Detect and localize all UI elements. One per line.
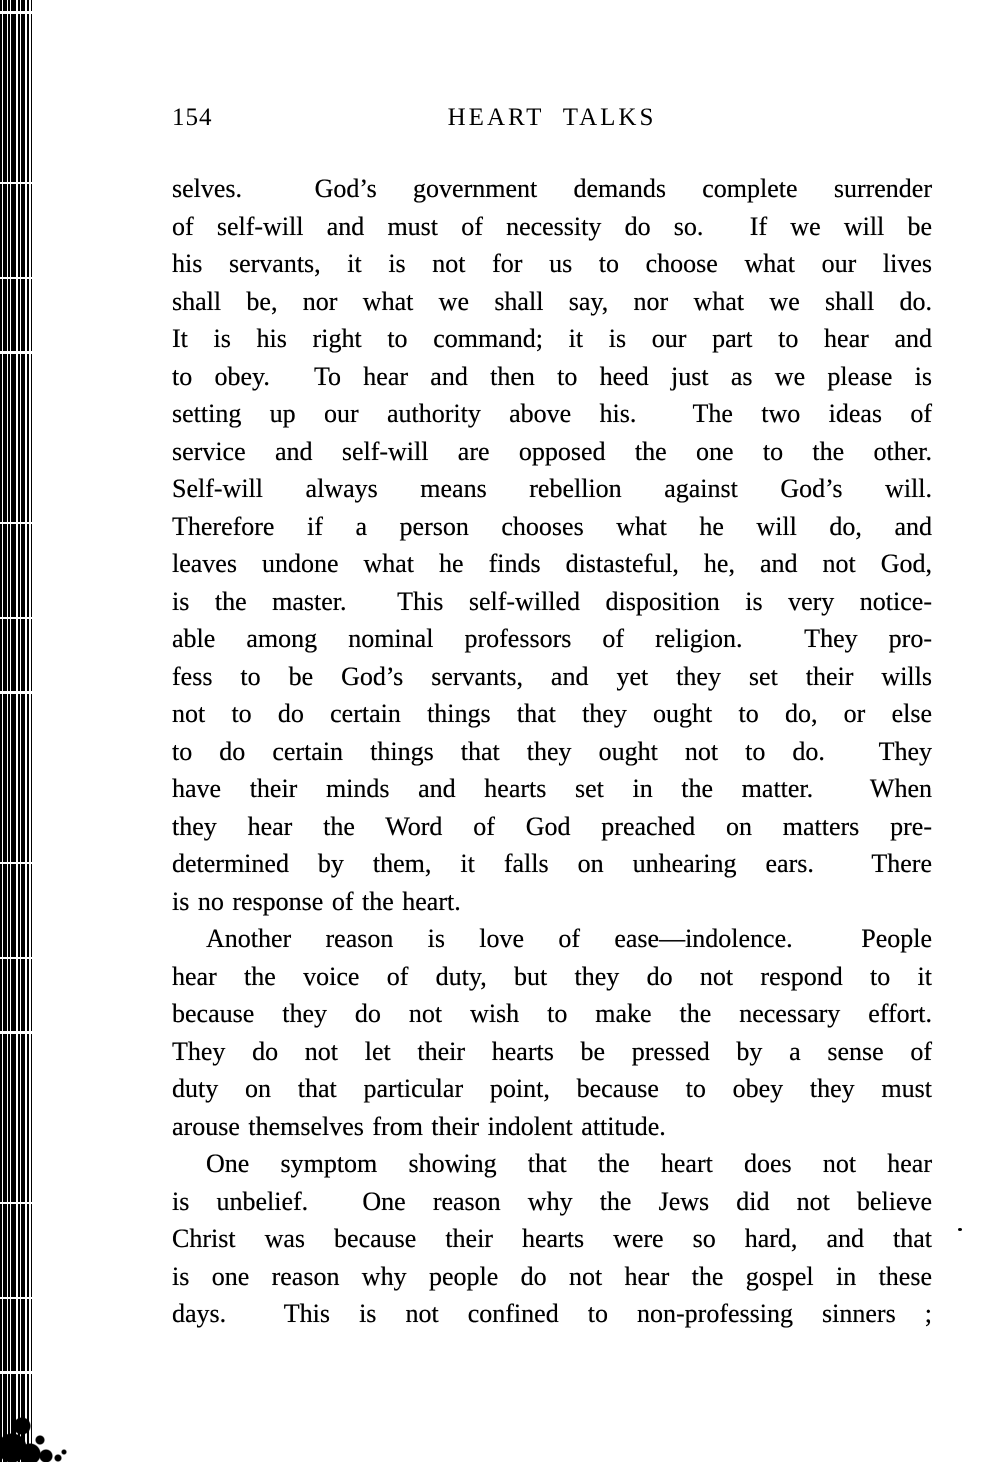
text-line: determined by them, it falls on unhearing ears. There xyxy=(172,849,932,878)
ink-speck xyxy=(958,1228,962,1231)
text-line: arouse themselves from their indolent attitude. xyxy=(172,1111,666,1141)
page-header xyxy=(172,104,932,138)
text-line: able among nominal professors of religion. They pro- xyxy=(172,624,932,653)
text-line: they hear the Word of God preached on matters pre- xyxy=(172,811,932,841)
text-line: Therefore if a person chooses what he will do, and xyxy=(172,511,932,541)
text-line: It is his right to command; it is our part to hear and xyxy=(172,324,932,353)
text-line: days. This is not confined to non-professing sinners ; xyxy=(172,1299,932,1328)
text-line: service and self-will are opposed the one to the other. xyxy=(172,436,932,466)
text-line: duty on that particular point, because to obey they must xyxy=(172,1074,932,1103)
text-line: is the master. This self-willed disposition is very notice- xyxy=(172,586,932,616)
text-line: because they do not wish to make the necessary effort. xyxy=(172,999,932,1028)
text-line: hear the voice of duty, but they do not respond to it xyxy=(172,961,932,991)
text-line: Self-will always means rebellion against God’s will. xyxy=(172,474,932,503)
running-title: HEART TALKS xyxy=(447,104,657,131)
text-line: of self-will and must of necessity do so. If we will be xyxy=(172,211,932,241)
binding-ink-blotch xyxy=(0,1406,74,1462)
text-line: not to do certain things that they ought to do, or else xyxy=(172,699,932,728)
text-line: to do certain things that they ought not to do. They xyxy=(172,736,932,766)
text-line: Christ was because their hearts were so hard, and that xyxy=(172,1224,932,1253)
binding-shadow xyxy=(0,0,34,1462)
text-line: leaves undone what he finds distasteful, he, and not God, xyxy=(172,549,932,578)
text-line: his servants, it is not for us to choose what our lives xyxy=(172,249,932,278)
text-line: One symptom showing that the heart does not hear xyxy=(206,1149,932,1178)
text-line: shall be, nor what we shall say, nor what we shall do. xyxy=(172,286,932,316)
text-line: Another reason is love of ease—indolence. People xyxy=(206,924,932,953)
text-line: setting up our authority above his. The two ideas of xyxy=(172,399,932,428)
page-number: 154 xyxy=(172,104,213,131)
text-line: selves. God’s government demands complete surrender xyxy=(172,174,932,203)
text-line: They do not let their hearts be pressed by a sense of xyxy=(172,1036,932,1066)
text-line: have their minds and hearts set in the matter. When xyxy=(172,774,932,803)
text-line: to obey. To hear and then to heed just as we please is xyxy=(172,361,932,391)
page-body xyxy=(172,170,932,1333)
text-line: is one reason why people do not hear the gospel in these xyxy=(172,1261,932,1291)
text-line: is no response of the heart. xyxy=(172,886,461,916)
text-line: fess to be God’s servants, and yet they set their wills xyxy=(172,661,932,691)
text-line: is unbelief. One reason why the Jews did not believe xyxy=(172,1186,932,1216)
